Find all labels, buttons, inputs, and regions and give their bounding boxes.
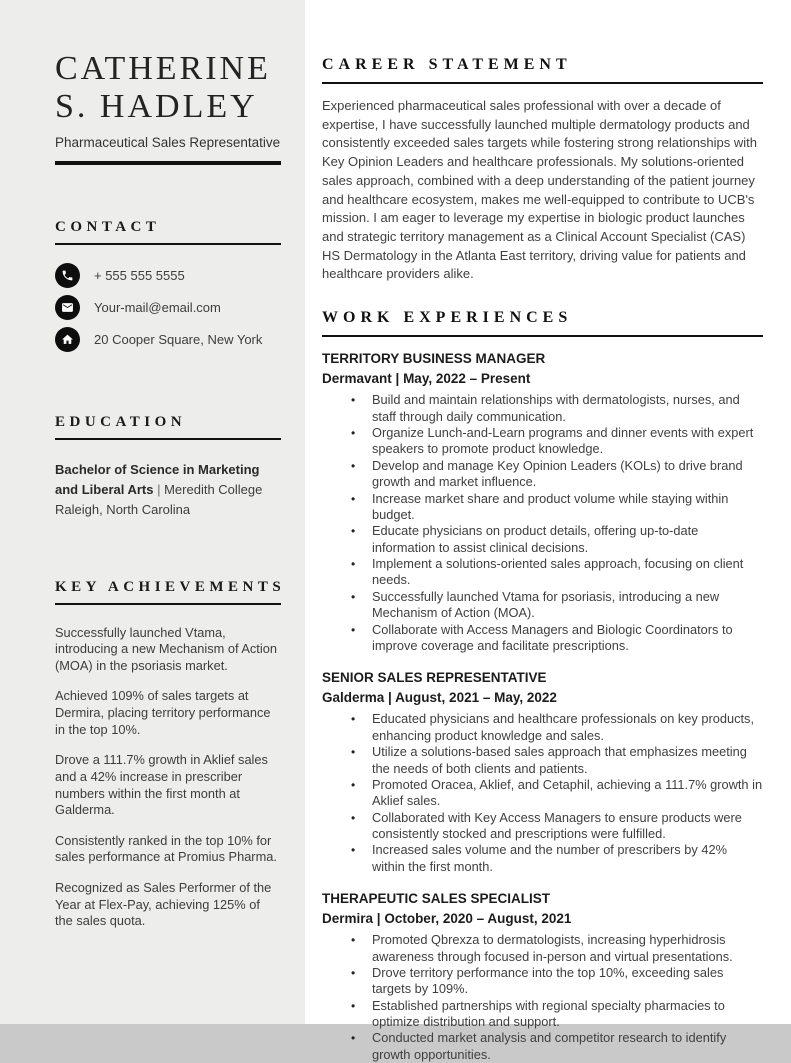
bullet-item	[322, 932, 763, 965]
person-job-title: Pharmaceutical Sales Representative	[55, 135, 281, 151]
street-address: 20 Cooper Square, New York	[94, 332, 263, 348]
job-entry	[322, 669, 763, 875]
bullet-text: Successfully launched Vtama for psoriasis, introducing a new Mechanism of Action (MOA).	[372, 588, 720, 621]
contact-list	[55, 263, 281, 352]
job-dates: August, 2021 – May, 2022	[395, 689, 557, 705]
key-achievements-heading: KEY ACHIEVEMENTS	[55, 578, 286, 595]
career-statement-section	[322, 56, 763, 284]
person-name-line2: S. HADLEY	[55, 88, 258, 126]
achievements-list	[55, 625, 281, 930]
job-bullet-list	[322, 392, 763, 654]
job-entry	[322, 890, 763, 1063]
main-column	[305, 0, 791, 1062]
person-name-line1: CATHERINE	[55, 50, 271, 87]
bullet-item	[322, 425, 763, 458]
job-dates: May, 2022 – Present	[403, 370, 531, 386]
contact-section	[55, 219, 281, 352]
contact-row-email	[55, 295, 281, 320]
bullet-text: Drove territory performance into the top 10%, exceeding sales targets by 109%.	[372, 964, 724, 997]
job-dates: October, 2020 – August, 2021	[384, 910, 572, 926]
bullet-item	[322, 965, 763, 998]
bullet-item	[322, 622, 763, 655]
job-separator: |	[384, 689, 396, 705]
job-company: Dermira	[322, 910, 374, 926]
work-experiences-section	[322, 309, 763, 1063]
bullet-marker: •	[351, 557, 356, 572]
bullet-item	[322, 744, 763, 777]
bullet-text: Build and maintain relationships with dermatologists, nurses, and staff through daily communication.	[372, 392, 740, 424]
bullet-item	[322, 556, 763, 589]
job-bullet-list	[322, 711, 763, 875]
job-title: THERAPEUTIC SALES SPECIALIST	[322, 891, 551, 907]
education-heading-rule	[55, 438, 281, 440]
education-section	[55, 414, 281, 520]
bullet-marker: •	[351, 777, 356, 792]
home-icon	[55, 327, 80, 352]
bullet-marker: •	[351, 998, 356, 1013]
achievement-paragraph: Drove a 111.7% growth in Aklief sales and a 42% increase in prescriber numbers within the first month at Galderma.	[55, 752, 268, 818]
bullet-marker: •	[351, 393, 356, 408]
achievement-paragraph: Successfully launched Vtama, introducing a new Mechanism of Action (MOA) in the psoriasis market.	[55, 624, 277, 673]
phone-icon	[55, 263, 80, 288]
job-separator: |	[391, 370, 404, 386]
bullet-marker: •	[351, 491, 356, 506]
achievement-paragraph: Achieved 109% of sales targets at Dermira, placing territory performance in the top 10%.	[55, 688, 271, 737]
bullet-text: Utilize a solutions-based sales approach that emphasizes meeting the needs of both clients and patients.	[372, 744, 747, 776]
bullet-marker: •	[351, 933, 356, 948]
bullet-item	[322, 491, 763, 524]
email-address: Your-mail@email.com	[94, 300, 221, 316]
name-divider	[55, 161, 281, 165]
bullet-item	[322, 998, 763, 1031]
job-company: Galderma	[322, 689, 385, 705]
job-company-dates	[322, 370, 763, 388]
education-degree: Bachelor of Science in Marketing and Liberal Arts	[55, 462, 260, 498]
bullet-item	[322, 392, 763, 425]
contact-heading: CONTACT	[55, 219, 161, 236]
jobs-list	[322, 350, 763, 1063]
bullet-text: Organize Lunch-and-Learn programs and dinner events with expert speakers to promote product knowledge.	[372, 425, 754, 457]
work-experiences-heading-rule	[322, 335, 763, 337]
key-achievements-heading-rule	[55, 603, 281, 605]
contact-row-phone	[55, 263, 281, 288]
job-entry	[322, 350, 763, 654]
job-separator: |	[373, 910, 385, 926]
work-experiences-heading: WORK EXPERIENCES	[322, 309, 573, 327]
bullet-text: Increase market share and product volume while staying within budget.	[372, 490, 729, 522]
bullet-text: Collaborated with Key Access Managers to ensure products were consistently stocked and prescriptions were fulfilled.	[372, 809, 742, 841]
bullet-text: Collaborate with Access Managers and Biologic Coordinators to improve coverage and facilitate prescriptions.	[372, 621, 733, 653]
job-company-dates	[322, 689, 763, 707]
education-separator: |	[153, 482, 165, 498]
bullet-item	[322, 523, 763, 556]
contact-row-address	[55, 327, 281, 352]
job-company: Dermavant	[322, 370, 392, 386]
education-school: Meredith College Raleigh, North Carolina	[55, 482, 263, 518]
bullet-marker: •	[351, 712, 356, 727]
bullet-text: Promoted Oracea, Aklief, and Cetaphil, achieving a 111.7% growth in Aklief sales.	[372, 776, 763, 809]
bullet-marker: •	[351, 965, 356, 980]
bullet-text: Established partnerships with regional specialty pharmacies to optimize distribution and support.	[372, 997, 725, 1030]
bullet-marker: •	[351, 524, 356, 539]
bullet-item	[322, 842, 763, 875]
career-statement-heading: CAREER STATEMENT	[322, 56, 572, 73]
contact-heading-rule	[55, 243, 281, 245]
bullet-marker: •	[351, 589, 356, 604]
bullet-item	[322, 1030, 763, 1063]
bullet-text: Promoted Qbrexza to dermatologists, increasing hyperhidrosis awareness through focused in-person and virtual presentations.	[372, 932, 733, 964]
bullet-marker: •	[351, 745, 356, 760]
sidebar	[0, 0, 305, 1024]
bullet-marker: •	[351, 1031, 356, 1046]
bullet-item	[322, 589, 763, 622]
bullet-text: Educate physicians on product details, offering up-to-date information to assist clinical decisions.	[372, 523, 699, 555]
bullet-marker: •	[351, 426, 356, 441]
bullet-item	[322, 777, 763, 810]
key-achievements-section	[55, 578, 286, 930]
bullet-marker: •	[351, 458, 356, 473]
job-bullet-list	[322, 932, 763, 1063]
education-heading: EDUCATION	[55, 414, 187, 431]
achievement-paragraph: Consistently ranked in the top 10% for sales performance at Promius Pharma.	[55, 832, 277, 865]
career-statement-body: Experienced pharmaceutical sales professional with over a decade of expertise, I have successfully launched multiple dermatology products and consistently exceeded sales targets while fostering strong relationships with Key Opinion Leaders and healthcare professionals. My solutions-oriented sales approach, combined with a deep understanding of the patient journey and healthcare ecosystem, makes me well-equipped to contribute to UCB's mission. I am eager to leverage my expertise in biologic product launches and strategic territory management as a Clinical Account Specialist (CAS) HS Dermatology in the Atlanta East territory, driving value for patients and healthcare providers alike.	[322, 98, 758, 282]
bullet-item	[322, 711, 763, 744]
bullet-text: Implement a solutions-oriented sales approach, focusing on client needs.	[372, 556, 744, 588]
bullet-item	[322, 810, 763, 843]
name-block	[55, 50, 281, 165]
achievement-paragraph: Recognized as Sales Performer of the Year at Flex-Pay, achieving 125% of the sales quota.	[55, 880, 272, 929]
education-entry	[55, 460, 281, 520]
job-company-dates	[322, 910, 763, 928]
job-title: TERRITORY BUSINESS MANAGER	[322, 351, 546, 367]
bullet-item	[322, 458, 763, 491]
bullet-marker: •	[351, 810, 356, 825]
career-statement-heading-rule	[322, 82, 763, 84]
bullet-text: Develop and manage Key Opinion Leaders (KOLs) to drive brand growth and market influence.	[372, 457, 743, 490]
bullet-text: Conducted market analysis and competitor research to identify growth opportunities.	[372, 1030, 727, 1062]
phone-number: + 555 555 5555	[94, 268, 185, 284]
bullet-text: Educated physicians and healthcare professionals on key products, enhancing product knowledge and sales.	[372, 711, 755, 743]
person-name	[55, 50, 281, 126]
bullet-marker: •	[351, 622, 356, 637]
email-icon	[55, 295, 80, 320]
bullet-marker: •	[351, 843, 356, 858]
job-title: SENIOR SALES REPRESENTATIVE	[322, 670, 547, 686]
bullet-text: Increased sales volume and the number of prescribers by 42% within the first month.	[372, 842, 727, 874]
